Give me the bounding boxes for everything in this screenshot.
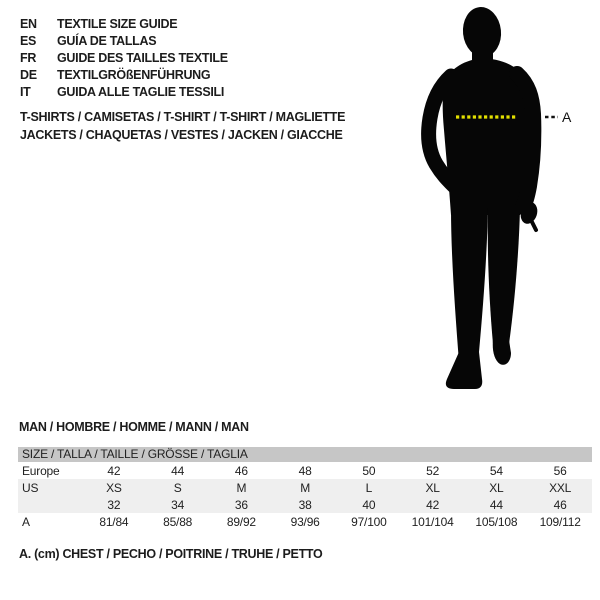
row-label: US — [22, 480, 39, 495]
language-row-fr — [20, 50, 228, 67]
table-cell: 85/88 — [163, 514, 193, 529]
table-cell: 44 — [171, 463, 185, 478]
language-title: TEXTILE SIZE GUIDE — [57, 17, 178, 31]
table-cell: 50 — [362, 463, 376, 478]
table-cell: L — [365, 480, 373, 495]
category-line-tshirts: T-SHIRTS / CAMISETAS / T-SHIRT / T-SHIRT / MAGLIETTE — [20, 110, 346, 124]
language-code: ES — [20, 34, 37, 48]
language-title: GUÍA DE TALLAS — [57, 34, 157, 48]
table-cell: 46 — [553, 497, 567, 512]
table-row — [18, 462, 592, 479]
category-line-jackets: JACKETS / CHAQUETAS / VESTES / JACKEN / GIACCHE — [20, 127, 343, 142]
table-cell: 52 — [426, 463, 440, 478]
category-block — [20, 109, 345, 144]
table-cell: 93/96 — [290, 514, 320, 529]
table-cell: 97/100 — [351, 514, 387, 529]
table-cell: 48 — [298, 463, 312, 478]
table-row — [18, 496, 592, 513]
table-row — [18, 513, 592, 530]
silhouette-finger — [532, 222, 536, 230]
row-label: A — [22, 514, 30, 529]
language-title: GUIDA ALLE TAGLIE TESSILI — [57, 85, 225, 99]
table-cell: XL — [489, 480, 504, 495]
table-cell: 101/104 — [411, 514, 454, 529]
measurement-footnote: A. (cm) CHEST / PECHO / POITRINE / TRUHE / PETTO — [19, 547, 323, 561]
table-cell: 89/92 — [226, 514, 256, 529]
table-cell: M — [236, 480, 247, 495]
language-row-de — [20, 67, 228, 84]
table-cell: 105/108 — [475, 514, 518, 529]
language-code: DE — [20, 68, 37, 82]
table-cell: 81/84 — [99, 514, 129, 529]
man-silhouette-svg — [415, 0, 600, 400]
table-cell: XXL — [549, 480, 572, 495]
size-table-grid — [18, 462, 592, 530]
table-cell: M — [300, 480, 311, 495]
table-cell: XS — [106, 480, 122, 495]
silhouette-back-leg — [488, 208, 520, 344]
table-row — [18, 479, 592, 496]
language-code: EN — [20, 17, 37, 31]
language-row-it — [20, 84, 228, 101]
language-code: FR — [20, 51, 37, 65]
language-row-en — [20, 16, 228, 33]
measure-label-a: A — [562, 109, 572, 125]
language-row-es — [20, 33, 228, 50]
language-code: IT — [20, 85, 31, 99]
section-title-man: MAN / HOMBRE / HOMME / MANN / MAN — [19, 420, 249, 434]
table-cell: XL — [425, 480, 440, 495]
table-cell: 46 — [234, 463, 248, 478]
table-cell: 54 — [489, 463, 503, 478]
size-table-header: SIZE / TALLA / TAILLE / GRÖSSE / TAGLIA — [18, 447, 592, 462]
row-label — [18, 496, 82, 513]
table-cell: 109/112 — [539, 514, 581, 529]
silhouette-front-foot — [446, 352, 482, 389]
language-title: TEXTILGRÖßENFÜHRUNG — [57, 68, 211, 82]
size-table-body — [18, 462, 592, 530]
table-cell: 34 — [171, 497, 185, 512]
table-cell: 56 — [553, 463, 567, 478]
table-cell: 38 — [298, 497, 312, 512]
silhouette-front-leg — [451, 208, 488, 362]
size-table — [18, 447, 592, 530]
table-cell: 42 — [426, 497, 440, 512]
silhouette-back-foot — [493, 340, 511, 365]
language-title: GUIDE DES TAILLES TEXTILE — [57, 51, 228, 65]
row-label: Europe — [22, 463, 60, 478]
table-cell: 32 — [107, 497, 121, 512]
table-cell: 42 — [107, 463, 121, 478]
table-cell: S — [173, 480, 182, 495]
man-silhouette-figure — [415, 0, 600, 400]
language-list — [20, 16, 228, 101]
table-cell: 36 — [234, 497, 248, 512]
table-cell: 40 — [362, 497, 376, 512]
table-cell: 44 — [489, 497, 503, 512]
